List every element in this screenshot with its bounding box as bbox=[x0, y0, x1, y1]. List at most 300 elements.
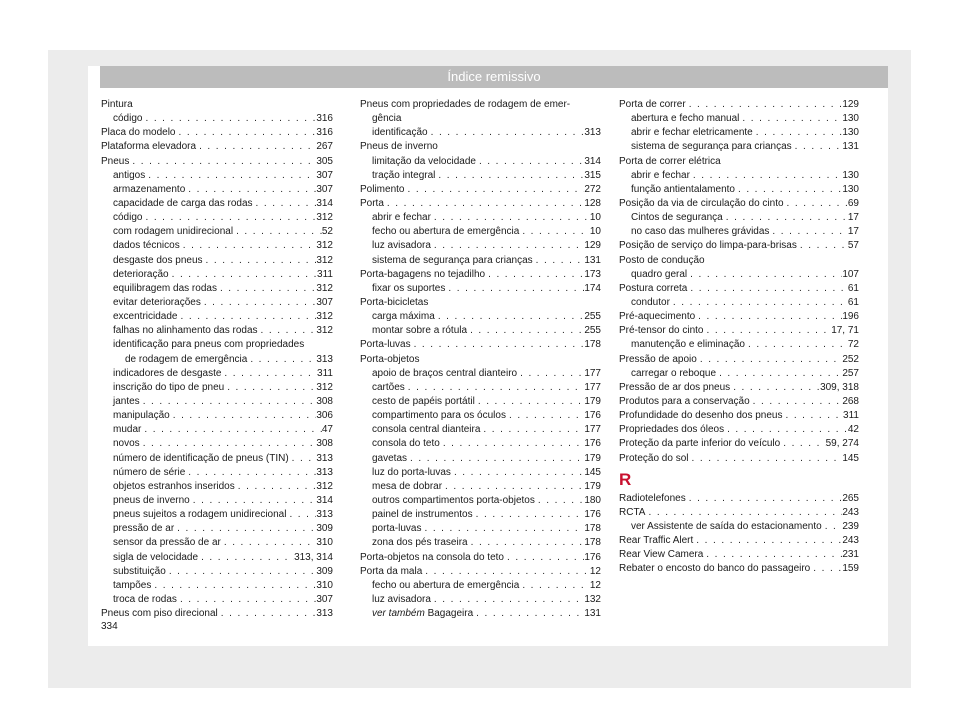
index-entry-term: Proteção do sol bbox=[619, 452, 689, 464]
index-entry bbox=[101, 282, 333, 296]
index-entry-term: Porta-luvas bbox=[360, 339, 411, 351]
index-entry-page: 312 bbox=[316, 254, 333, 266]
index-entry-term: sensor da pressão de ar bbox=[113, 537, 221, 549]
dot-leader bbox=[645, 506, 842, 520]
index-entry-term: Pressão de ar dos pneus bbox=[619, 381, 731, 393]
index-entry-page: 309 bbox=[316, 565, 333, 577]
index-entry-term: pressão de ar bbox=[113, 523, 175, 535]
index-entry-term: manutenção e eliminação bbox=[631, 339, 745, 351]
index-entry bbox=[619, 353, 859, 367]
index-entry-term: cesto de papéis portátil bbox=[372, 395, 475, 407]
index-entry-page: 176 bbox=[584, 551, 601, 563]
index-entry-term: Porta-bicicletas bbox=[360, 296, 429, 308]
index-entry-page: 305 bbox=[316, 155, 333, 167]
index-entry-page: 17 bbox=[847, 212, 859, 224]
index-entry-page: 312 bbox=[316, 381, 333, 393]
dot-leader bbox=[142, 211, 316, 225]
index-entry-term: abrir e fechar bbox=[631, 169, 690, 181]
index-entry-page: 52 bbox=[321, 226, 333, 238]
index-entry-term: sistema de segurança para crianças bbox=[372, 254, 533, 266]
index-entry-term: manipulação bbox=[113, 410, 170, 422]
index-entry-page: 231 bbox=[842, 549, 859, 561]
index-entry bbox=[101, 551, 333, 565]
dot-leader bbox=[473, 508, 585, 522]
dot-leader bbox=[407, 452, 584, 466]
dot-leader bbox=[475, 395, 584, 409]
index-entry bbox=[101, 338, 333, 352]
dot-leader bbox=[198, 551, 294, 565]
index-entry bbox=[101, 437, 333, 451]
index-entry-page: 130 bbox=[842, 127, 859, 139]
dot-leader bbox=[141, 423, 322, 437]
index-letter-heading: R bbox=[619, 469, 632, 489]
index-entry-term: pneus de inverno bbox=[113, 494, 190, 506]
index-entry-page: 179 bbox=[584, 480, 601, 492]
index-entry-page: 61 bbox=[847, 296, 859, 308]
index-entry bbox=[619, 169, 859, 183]
dot-leader bbox=[782, 409, 843, 423]
index-entry bbox=[101, 452, 333, 466]
dot-leader bbox=[235, 480, 317, 494]
index-entry-term: pneus sujeitos a rodagem unidirecional bbox=[113, 509, 287, 521]
dot-leader bbox=[431, 211, 590, 225]
index-entry-term: código bbox=[113, 212, 143, 224]
index-entry-term: Proteção da parte inferior do veículo bbox=[619, 438, 781, 450]
index-entry bbox=[360, 239, 601, 253]
index-entry-page: 129 bbox=[584, 240, 601, 252]
index-entry bbox=[101, 381, 333, 395]
index-entry-page: 130 bbox=[842, 183, 859, 195]
index-entry-term: zona dos pés traseira bbox=[372, 537, 468, 549]
dot-leader bbox=[404, 183, 584, 197]
dot-leader bbox=[686, 98, 843, 112]
dot-leader bbox=[750, 395, 843, 409]
index-entry-term: Radiotelefones bbox=[619, 492, 686, 504]
index-entry bbox=[101, 395, 333, 409]
dot-leader bbox=[689, 452, 843, 466]
index-entry-term: montar sobre a rótula bbox=[372, 325, 468, 337]
dot-leader bbox=[170, 409, 317, 423]
index-entry bbox=[360, 565, 601, 579]
index-entry-page: 313 bbox=[316, 608, 333, 620]
index-entry-term: fecho ou abertura de emergência bbox=[372, 226, 520, 238]
index-entry bbox=[360, 282, 601, 296]
index-entry bbox=[360, 310, 601, 324]
index-entry-page: 57 bbox=[847, 240, 859, 252]
index-entry-page: 313 bbox=[316, 509, 333, 521]
dot-leader bbox=[185, 183, 316, 197]
index-entry-page: 265 bbox=[842, 492, 859, 504]
dot-leader bbox=[151, 579, 316, 593]
index-entry-term: número de identificação de pneus (TIN) bbox=[113, 452, 289, 464]
index-entry-page: 131 bbox=[584, 254, 601, 266]
dot-leader bbox=[421, 522, 584, 536]
index-entry-term: luz avisadora bbox=[372, 240, 431, 252]
index-entry-page: 12 bbox=[589, 565, 601, 577]
index-entry bbox=[101, 494, 333, 508]
dot-leader bbox=[166, 565, 317, 579]
index-entry-term: dados técnicos bbox=[113, 240, 180, 252]
index-entry-page: 176 bbox=[584, 509, 601, 521]
index-entry bbox=[619, 452, 859, 466]
dot-leader bbox=[690, 169, 842, 183]
index-entry-page: 307 bbox=[316, 593, 333, 605]
index-entry-term: Posição de serviço do limpa-para-brisas bbox=[619, 240, 797, 252]
index-entry-term: indicadores de desgaste bbox=[113, 367, 222, 379]
index-entry bbox=[101, 579, 333, 593]
index-entry-page: 313 bbox=[316, 353, 333, 365]
index-entry-page: 10 bbox=[589, 212, 601, 224]
index-entry bbox=[619, 548, 859, 562]
index-entry-page: 310 bbox=[316, 537, 333, 549]
index-entry bbox=[101, 536, 333, 550]
index-entry bbox=[619, 155, 859, 169]
index-entry bbox=[619, 98, 859, 112]
index-entry-term: troca de rodas bbox=[113, 593, 177, 605]
index-entry bbox=[360, 367, 601, 381]
index-entry bbox=[619, 506, 859, 520]
index-entry-term: Pré-aquecimento bbox=[619, 311, 696, 323]
dot-leader bbox=[784, 197, 848, 211]
dot-leader bbox=[703, 548, 842, 562]
index-entry-term: carga máxima bbox=[372, 311, 435, 323]
dot-leader bbox=[145, 169, 316, 183]
dot-leader bbox=[411, 338, 585, 352]
dot-leader bbox=[687, 282, 848, 296]
index-entry-page: 130 bbox=[842, 113, 859, 125]
index-entry-term: substituição bbox=[113, 565, 166, 577]
index-entry bbox=[360, 140, 601, 154]
index-entry-term: Pneus com piso direcional bbox=[101, 608, 218, 620]
dot-leader bbox=[384, 197, 584, 211]
dot-leader bbox=[221, 367, 317, 381]
index-entry-page: 313, 314 bbox=[294, 551, 333, 563]
dot-leader bbox=[422, 565, 590, 579]
dot-leader bbox=[442, 480, 584, 494]
index-entry-term: Postura correta bbox=[619, 282, 688, 294]
index-entry-term: desgaste dos pneus bbox=[113, 254, 203, 266]
index-entry bbox=[360, 268, 601, 282]
index-entry-page: 316 bbox=[316, 127, 333, 139]
index-entry-term: RCTA bbox=[619, 506, 646, 518]
index-entry-term: Porta da mala bbox=[360, 565, 423, 577]
dot-leader bbox=[704, 324, 832, 338]
index-entry-page: 311 bbox=[317, 268, 333, 280]
dot-leader bbox=[695, 310, 842, 324]
index-entry-page: 107 bbox=[842, 268, 859, 280]
index-entry-term: Posto de condução bbox=[619, 254, 705, 266]
index-entry-page: 69 bbox=[847, 197, 859, 209]
index-entry-page: 307 bbox=[316, 296, 333, 308]
dot-leader bbox=[174, 522, 316, 536]
index-entry-term: Porta-objetos na consola do teto bbox=[360, 551, 504, 563]
dot-leader bbox=[217, 282, 316, 296]
index-entry-page: 131 bbox=[584, 608, 601, 620]
dot-leader bbox=[506, 409, 584, 423]
index-entry-page: 268 bbox=[842, 395, 859, 407]
index-entry-page: 311 bbox=[843, 410, 859, 422]
dot-leader bbox=[716, 367, 842, 381]
index-entry bbox=[101, 367, 333, 381]
index-entry-page: 309 bbox=[316, 523, 333, 535]
index-entry-term: luz do porta-luvas bbox=[372, 466, 451, 478]
index-entry bbox=[619, 324, 859, 338]
index-entry-term: sistema de segurança para crianças bbox=[631, 141, 792, 153]
index-entry-term: porta-luvas bbox=[372, 523, 422, 535]
index-entry-term: apoio de braços central dianteiro bbox=[372, 367, 518, 379]
index-entry-page: 311 bbox=[317, 367, 333, 379]
index-entry-page: 176 bbox=[584, 410, 601, 422]
index-entry-term: outros compartimentos porta-objetos bbox=[372, 494, 535, 506]
index-entry-term: armazenamento bbox=[113, 183, 186, 195]
index-entry bbox=[619, 112, 859, 126]
index-entry bbox=[360, 395, 601, 409]
index-entry-page: 314 bbox=[316, 494, 333, 506]
index-entry-page: 314 bbox=[584, 155, 601, 167]
index-entry-term: Pré-tensor do cinto bbox=[619, 325, 704, 337]
index-entry-page: 312 bbox=[316, 311, 333, 323]
index-entry-page: 196 bbox=[842, 311, 859, 323]
index-entry-page: 159 bbox=[842, 563, 859, 575]
index-entry bbox=[360, 353, 601, 367]
index-entry-page: 131 bbox=[842, 141, 859, 153]
index-entry-page: 61 bbox=[847, 282, 859, 294]
index-entry-term: número de série bbox=[113, 466, 186, 478]
index-entry-page: 177 bbox=[584, 381, 601, 393]
index-entry bbox=[619, 296, 859, 310]
index-entry-page: 72 bbox=[847, 339, 859, 351]
index-entry-page: 312 bbox=[316, 212, 333, 224]
index-entry-page: 316 bbox=[316, 113, 333, 125]
index-entry-page: 243 bbox=[842, 535, 859, 547]
index-entry bbox=[619, 395, 859, 409]
dot-leader bbox=[753, 126, 843, 140]
index-entry bbox=[360, 409, 601, 423]
index-entry bbox=[101, 508, 333, 522]
index-entry-page: 307 bbox=[316, 169, 333, 181]
index-entry bbox=[619, 534, 859, 548]
index-entry bbox=[101, 607, 333, 621]
index-entry-page: 180 bbox=[584, 494, 601, 506]
dot-leader bbox=[473, 607, 584, 621]
index-entry bbox=[360, 466, 601, 480]
index-entry-page: 129 bbox=[842, 99, 859, 110]
dot-leader bbox=[247, 353, 316, 367]
index-entry-page: 255 bbox=[584, 311, 601, 323]
index-entry-page: 128 bbox=[584, 197, 601, 209]
index-entry-term: Profundidade do desenho dos pneus bbox=[619, 410, 783, 422]
index-entry bbox=[360, 607, 601, 621]
dot-leader bbox=[480, 423, 584, 437]
index-entry-term: Pintura bbox=[101, 99, 133, 110]
index-entry-page: 179 bbox=[584, 452, 601, 464]
dot-leader bbox=[797, 239, 848, 253]
index-entry-term: Rear Traffic Alert bbox=[619, 535, 694, 547]
index-entry bbox=[360, 480, 601, 494]
index-entry-term: mudar bbox=[113, 424, 142, 436]
index-entry-page: 309, 318 bbox=[820, 381, 859, 393]
index-entry bbox=[619, 423, 859, 437]
index-entry-term: painel de instrumentos bbox=[372, 509, 473, 521]
index-entry bbox=[360, 169, 601, 183]
index-entry-page: 177 bbox=[584, 367, 601, 379]
index-entry bbox=[360, 324, 601, 338]
dot-leader bbox=[519, 579, 590, 593]
index-entry bbox=[360, 254, 601, 268]
index-entry-term: luz avisadora bbox=[372, 593, 431, 605]
index-entry-term: abrir e fechar bbox=[372, 212, 431, 224]
dot-leader bbox=[253, 197, 317, 211]
index-entry-term: Placa do modelo bbox=[101, 127, 176, 139]
index-entry-page: 312 bbox=[316, 282, 333, 294]
index-entry-page: 173 bbox=[584, 268, 601, 280]
index-column-1 bbox=[101, 98, 333, 621]
dot-leader bbox=[476, 155, 584, 169]
index-entry-term: Plataforma elevadora bbox=[101, 141, 197, 153]
index-entry bbox=[360, 522, 601, 536]
index-column-2 bbox=[360, 98, 601, 621]
index-entry bbox=[619, 254, 859, 268]
index-entry-page: 252 bbox=[842, 353, 859, 365]
dot-leader bbox=[190, 494, 317, 508]
dot-leader bbox=[201, 296, 316, 310]
dot-leader bbox=[687, 268, 842, 282]
index-entry bbox=[360, 155, 601, 169]
dot-leader bbox=[745, 338, 848, 352]
index-entry-page: 313 bbox=[316, 466, 333, 478]
index-entry bbox=[360, 423, 601, 437]
index-entry-term: objetos estranhos inseridos bbox=[113, 480, 235, 492]
dot-leader bbox=[428, 126, 585, 140]
index-entry-page: 132 bbox=[584, 593, 601, 605]
index-entry bbox=[619, 239, 859, 253]
dot-leader bbox=[451, 466, 584, 480]
index-entry-page: 312 bbox=[316, 325, 333, 337]
index-entry bbox=[360, 494, 601, 508]
dot-leader bbox=[724, 423, 848, 437]
index-entry bbox=[619, 437, 859, 451]
index-entry bbox=[101, 197, 333, 211]
dot-leader bbox=[218, 607, 317, 621]
index-entry-page: 145 bbox=[842, 452, 859, 464]
index-entry-page: 10 bbox=[589, 226, 601, 238]
index-entry-page: 243 bbox=[842, 506, 859, 518]
index-entry bbox=[619, 140, 859, 154]
index-entry bbox=[101, 211, 333, 225]
index-entry bbox=[619, 520, 859, 534]
index-entry-term: Porta de correr elétrica bbox=[619, 155, 721, 167]
index-entry-page: 313 bbox=[316, 452, 333, 464]
dot-leader bbox=[405, 381, 585, 395]
index-entry-term: Pneus de inverno bbox=[360, 141, 438, 153]
dot-leader bbox=[693, 534, 842, 548]
index-entry bbox=[101, 324, 333, 338]
index-entry bbox=[360, 197, 601, 211]
index-entry bbox=[619, 211, 859, 225]
index-entry-page: 17, 71 bbox=[831, 325, 859, 337]
index-entry-term: compartimento para os óculos bbox=[372, 410, 506, 422]
index-entry bbox=[101, 353, 333, 367]
index-entry-term: carregar o reboque bbox=[631, 367, 717, 379]
dot-leader bbox=[735, 183, 842, 197]
index-entry-page: 312 bbox=[316, 480, 333, 492]
index-entry-term: deterioração bbox=[113, 268, 169, 280]
index-entry-term: Porta-objetos bbox=[360, 353, 420, 365]
index-entry-term: jantes bbox=[113, 395, 140, 407]
index-entry-term: Cintos de segurança bbox=[631, 212, 723, 224]
index-entry bbox=[619, 409, 859, 423]
index-entry-term: falhas no alinhamento das rodas bbox=[113, 325, 258, 337]
index-entry bbox=[101, 183, 333, 197]
index-entry-page: 307 bbox=[316, 183, 333, 195]
index-entry-page: 310 bbox=[316, 579, 333, 591]
index-entry bbox=[360, 452, 601, 466]
index-entry bbox=[101, 239, 333, 253]
index-entry bbox=[360, 112, 601, 126]
index-entry-term: Pneus com propriedades de rodagem de emer- bbox=[360, 99, 571, 110]
index-entry bbox=[619, 338, 859, 352]
index-entry-term: identificação bbox=[372, 127, 428, 139]
index-entry-page: 257 bbox=[842, 367, 859, 379]
dot-leader bbox=[224, 381, 316, 395]
index-entry bbox=[360, 183, 601, 197]
index-entry-page: 308 bbox=[316, 395, 333, 407]
index-entry-page: 314 bbox=[316, 197, 333, 209]
index-entry-term: antigos bbox=[113, 169, 146, 181]
index-entry-page: 306 bbox=[316, 410, 333, 422]
dot-leader bbox=[467, 324, 584, 338]
dot-leader bbox=[519, 225, 590, 239]
index-entry bbox=[101, 126, 333, 140]
index-entry-term: mesa de dobrar bbox=[372, 480, 443, 492]
index-entry-page: 179 bbox=[584, 395, 601, 407]
index-entry bbox=[101, 254, 333, 268]
index-entry-term: fixar os suportes bbox=[372, 282, 446, 294]
index-entry-term: Pressão de apoio bbox=[619, 353, 697, 365]
index-entry-page: 130 bbox=[842, 169, 859, 181]
dot-leader bbox=[289, 452, 317, 466]
index-entry-page: 308 bbox=[316, 438, 333, 450]
dot-leader bbox=[286, 508, 316, 522]
index-entry-page: 12 bbox=[589, 579, 601, 591]
page-header: Índice remissivo bbox=[100, 66, 888, 88]
index-entry bbox=[619, 268, 859, 282]
dot-leader bbox=[233, 225, 322, 239]
dot-leader bbox=[504, 551, 584, 565]
index-entry-term: ver também Bagageira bbox=[372, 608, 474, 620]
dot-leader bbox=[435, 169, 584, 183]
index-entry bbox=[619, 492, 859, 506]
dot-leader bbox=[180, 239, 317, 253]
dot-leader bbox=[169, 268, 317, 282]
index-entry bbox=[619, 197, 859, 211]
dot-leader bbox=[697, 353, 842, 367]
index-entry-term: função antientalamento bbox=[631, 183, 735, 195]
dot-leader bbox=[810, 562, 842, 576]
index-entry bbox=[101, 565, 333, 579]
index-entry-term: capacidade de carga das rodas bbox=[113, 197, 253, 209]
index-entry-term: de rodagem de emergência bbox=[125, 353, 248, 365]
index-entry bbox=[101, 112, 333, 126]
index-entry bbox=[360, 225, 601, 239]
dot-leader bbox=[140, 395, 317, 409]
index-entry-term: identificação para pneus com propriedades bbox=[113, 339, 305, 351]
index-entry-term: Pneus bbox=[101, 155, 130, 167]
index-entry bbox=[101, 466, 333, 480]
dot-leader bbox=[185, 466, 316, 480]
dot-leader bbox=[723, 211, 848, 225]
index-entry-term: equilibragem das rodas bbox=[113, 282, 217, 294]
